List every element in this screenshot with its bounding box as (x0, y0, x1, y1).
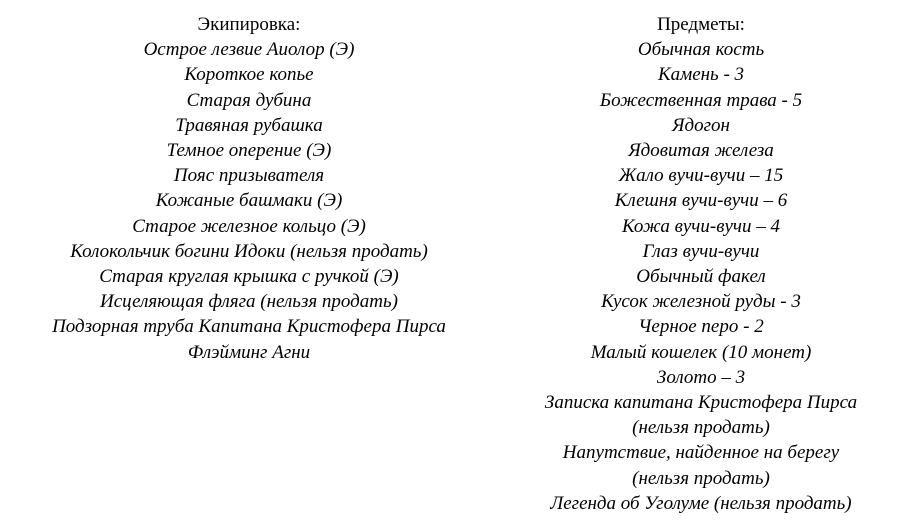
equipment-item: Флэйминг Агни (187, 341, 311, 363)
inventory-item-multiline (500, 390, 900, 440)
equipment-item: Острое лезвие Аиолор (Э) (143, 39, 355, 61)
equipment-item: Кожаные башмаки (Э) (155, 190, 343, 212)
equipment-item: Пояс призывателя (173, 165, 325, 187)
inventory-item-line: Записка капитана Кристофера Пирса (544, 392, 858, 414)
equipment-item: Колокольчик богини Идоки (нельзя продать) (70, 240, 428, 262)
inventory-item: Камень - 3 (657, 64, 745, 86)
equipment-item: Старая круглая крышка с ручкой (Э) (99, 266, 399, 288)
equipment-item: Травяная рубашка (175, 114, 323, 136)
items-heading: Предметы: (657, 14, 745, 35)
inventory-item-note: (нельзя продать) (632, 417, 770, 439)
equipment-column (0, 12, 498, 365)
inventory-item: Обычный факел (636, 266, 766, 288)
inventory-item: Кожа вучи-вучи – 4 (622, 215, 780, 237)
inventory-item: Глаз вучи-вучи (642, 240, 760, 262)
inventory-item-multiline (500, 440, 900, 490)
equipment-item: Короткое копье (184, 64, 314, 86)
equipment-item: Подзорная труба Капитана Кристофера Пирса (52, 316, 446, 338)
inventory-item: Обычная кость (637, 39, 765, 61)
equipment-item: Старая дубина (186, 89, 312, 111)
equipment-item: Старое железное кольцо (Э) (132, 215, 366, 237)
inventory-item: Ядогон (672, 114, 730, 136)
equipment-heading: Экипировка: (197, 14, 301, 35)
inventory-item: Жало вучи-вучи – 15 (618, 165, 784, 187)
equipment-item: Темное оперение (Э) (166, 140, 332, 162)
inventory-item: Золото – 3 (656, 366, 746, 388)
inventory-item: Божественная трава - 5 (599, 89, 803, 111)
inventory-item-note: (нельзя продать) (632, 467, 770, 489)
inventory-item: Малый кошелек (10 монет) (590, 341, 812, 363)
inventory-item: Клешня вучи-вучи – 6 (614, 190, 788, 212)
inventory-item: Черное перо - 2 (638, 316, 764, 338)
inventory-item: Кусок железной руды - 3 (601, 291, 801, 313)
inventory-item-line: Напутствие, найденное на берегу (562, 442, 840, 464)
inventory-item: Легенда об Уголуме (нельзя продать) (550, 492, 852, 514)
equipment-item: Исцеляющая фляга (нельзя продать) (100, 291, 398, 313)
items-column (500, 12, 900, 516)
inventory-item: Ядовитая железа (628, 140, 774, 162)
